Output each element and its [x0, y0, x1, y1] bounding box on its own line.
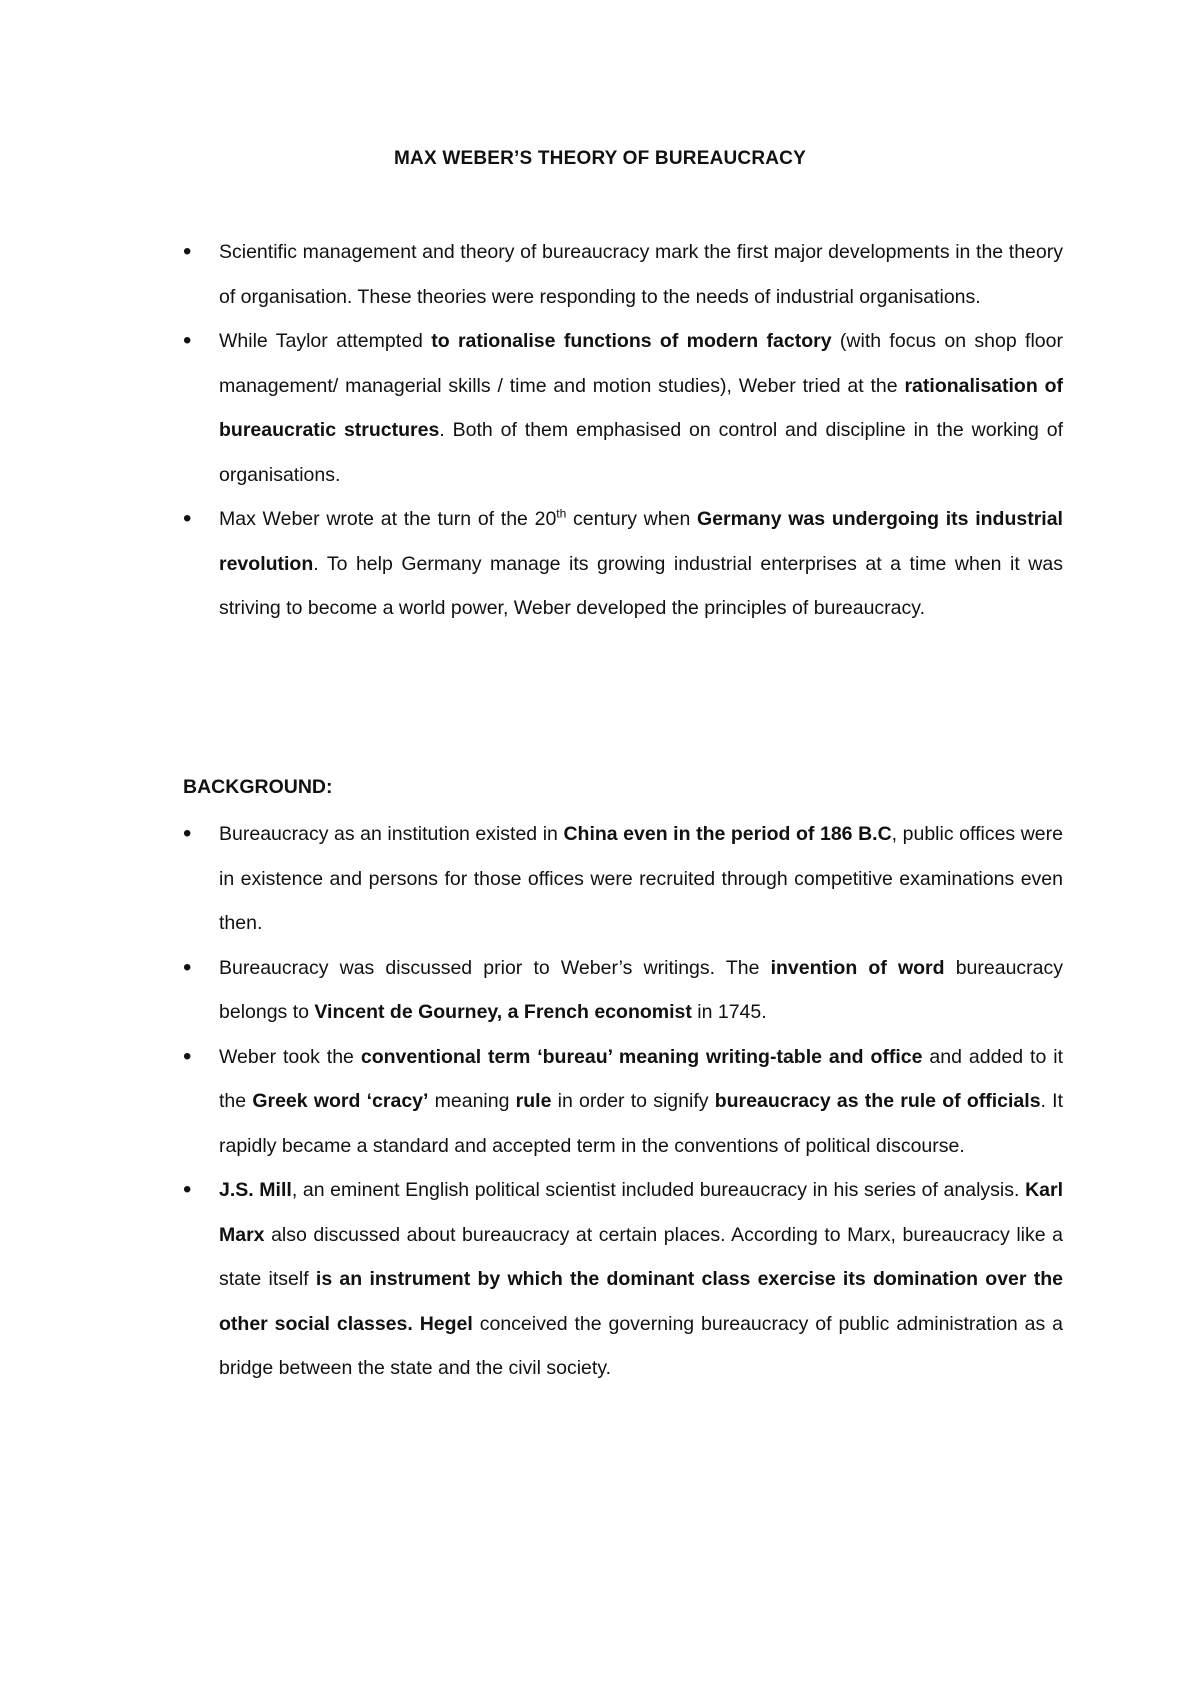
page-title: MAX WEBER’S THEORY OF BUREAUCRACY — [394, 148, 806, 169]
list-item: • J.S. Mill, an eminent English political scientist included bureaucracy in his series of analysis. Karl Marx also discussed about bureaucracy at certain places. According to Marx, bureaucracy like a state itself is an instrument by which the dominant class exercise its domination over the other social classes. Hegel conceived the governing bureaucracy of public administration as a bridge between the state and the civil society. — [183, 1168, 1063, 1391]
list-item: • Bureaucracy was discussed prior to Weber’s writings. The invention of word bureaucracy belongs to Vincent de Gourney, a French economist in 1745. — [183, 946, 1063, 1035]
background-heading: BACKGROUND: — [183, 776, 333, 798]
list-item: • Max Weber wrote at the turn of the 20th century when Germany was undergoing its industrial revolution. To help Germany manage its growing industrial enterprises at a time when it was striving to become a world power, Weber developed the principles of bureaucracy. — [183, 497, 1063, 631]
list-item: • While Taylor attempted to rationalise functions of modern factory (with focus on shop floor management/ managerial skills / time and motion studies), Weber tried at the rationalisation of bureaucratic structures. Both of them emphasised on control and discipline in the working of organisations. — [183, 319, 1063, 497]
intro-section — [183, 230, 1063, 631]
background-bullet-list — [183, 812, 1063, 1391]
list-item: • Bureaucracy as an institution existed in China even in the period of 186 B.C, public offices were in existence and persons for those offices were recruited through competitive examinations even then. — [183, 812, 1063, 946]
list-item: • Scientific management and theory of bureaucracy mark the first major developments in the theory of organisation. These theories were responding to the needs of industrial organisations. — [183, 230, 1063, 319]
background-section — [183, 812, 1063, 1391]
intro-bullet-list — [183, 230, 1063, 631]
list-item: • Weber took the conventional term ‘bureau’ meaning writing-table and office and added to it the Greek word ‘cracy’ meaning rule in order to signify bureaucracy as the rule of officials. It rapidly became a standard and accepted term in the conventions of political discourse. — [183, 1035, 1063, 1169]
